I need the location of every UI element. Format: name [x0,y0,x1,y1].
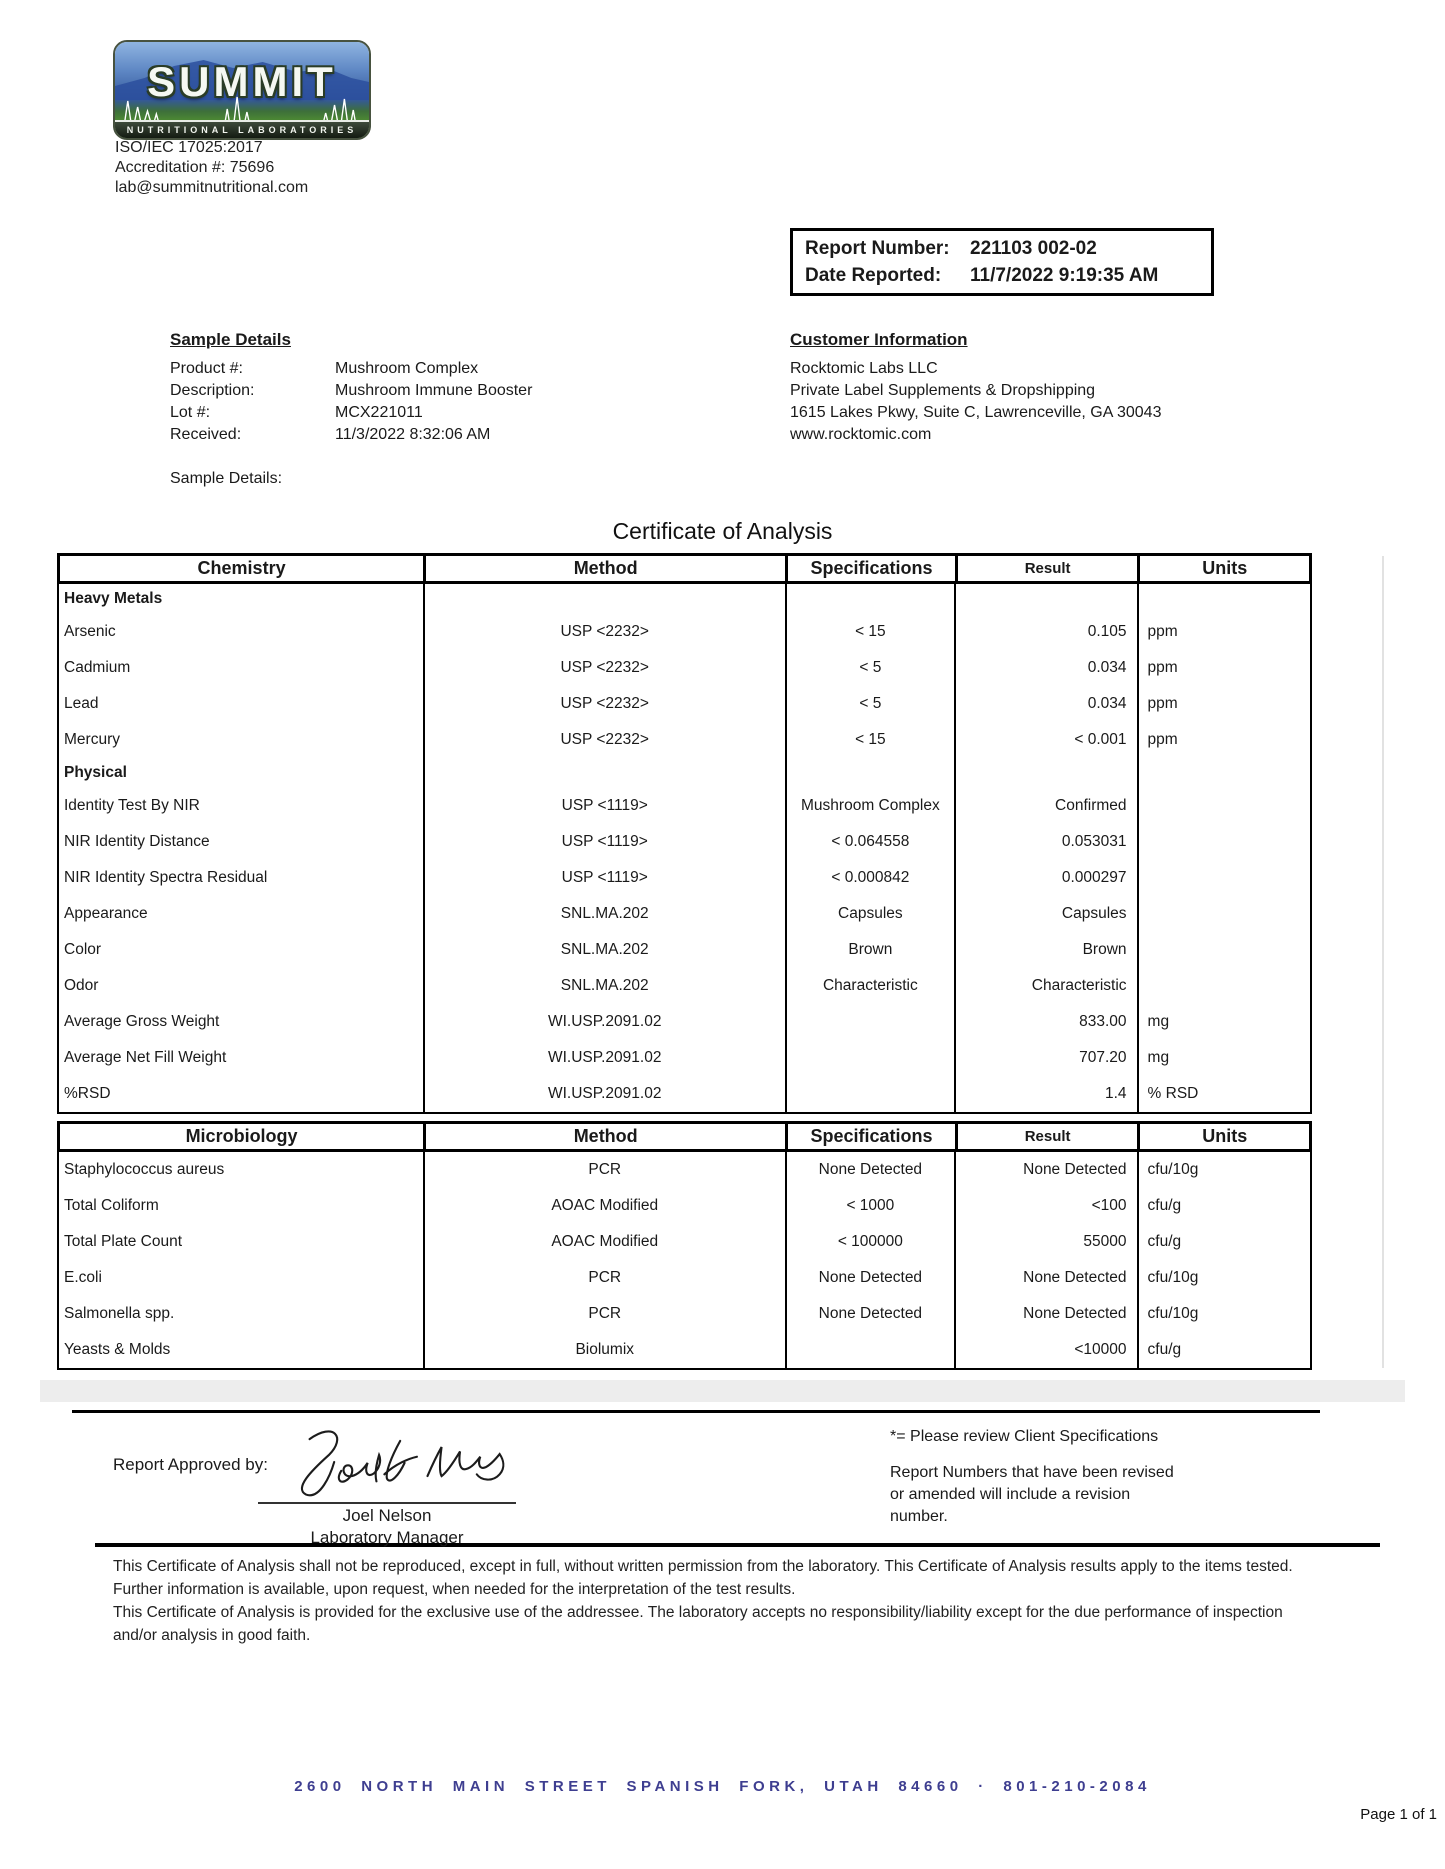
lab-info-block [115,138,308,198]
field-description [170,380,532,402]
table-row [59,1332,1310,1368]
units-cell [1139,758,1310,788]
analyte-cell: Mercury [59,722,425,758]
result-cell: Confirmed [956,788,1138,824]
sample-details-fields [170,358,532,446]
analyte-cell: Heavy Metals [59,584,425,614]
signature-underline [258,1502,516,1504]
spec-cell: < 100000 [787,1224,956,1260]
analyte-cell: Lead [59,686,425,722]
chemistry-column-header: Chemistry [60,556,426,581]
sample-details-extra-label: Sample Details: [170,470,283,487]
analyte-cell: Average Net Fill Weight [59,1040,425,1076]
units-cell: cfu/g [1147,1197,1182,1214]
spec-cell: None Detected [787,1260,956,1296]
spec-cell: Mushroom Complex [787,788,956,824]
units-cell: cfu/10g [1147,1161,1199,1178]
spec-cell: < 15 [787,614,956,650]
method-column-header: Method [426,556,788,581]
page-title: Certificate of Analysis [612,518,833,544]
spec-cell [787,1332,956,1368]
analyte-cell: Average Gross Weight [59,1004,425,1040]
table-row [59,1152,1310,1188]
report-number-label: Report Number: [805,238,950,259]
units-cell: ppm [1147,731,1178,748]
analyte-cell: Cadmium [59,650,425,686]
spec-cell: None Detected [787,1152,956,1188]
field-received [170,424,532,446]
microbiology-table-body [57,1152,1312,1370]
result-cell: 0.000297 [956,860,1138,896]
units-cell [1139,788,1310,824]
result-cell: None Detected [956,1260,1138,1296]
signature [252,1418,522,1506]
revision-note: Report Numbers that have been revised or amended will include a revision number. [890,1464,1174,1525]
result-cell: Capsules [956,896,1138,932]
result-cell: 707.20 [956,1040,1138,1076]
report-number-box [790,228,1214,296]
table-row [59,1188,1310,1224]
date-reported-value: 11/7/2022 9:19:35 AM [970,265,1159,286]
customer-name: Rocktomic Labs LLC [790,360,938,377]
result-cell: 0.034 [956,650,1138,686]
analyte-cell: Odor [59,968,425,1004]
method-cell: PCR [425,1152,787,1188]
table-row [59,1224,1310,1260]
units-cell [1139,968,1310,1004]
units-cell: mg [1147,1013,1170,1030]
analyte-cell: %RSD [59,1076,425,1112]
analyte-cell: Total Plate Count [59,1224,425,1260]
result-cell: Brown [956,932,1138,968]
chemistry-table-header [57,553,1312,584]
method-cell: Biolumix [425,1332,787,1368]
method-cell: WI.USP.2091.02 [425,1076,787,1112]
units-cell: cfu/g [1147,1233,1182,1250]
spec-cell: < 5 [787,650,956,686]
description-label: Description: [170,382,255,399]
units-cell [1139,824,1310,860]
spec-cell [787,758,956,788]
result-column-header: Result [958,1124,1141,1149]
spec-cell: None Detected [787,1296,956,1332]
units-cell: cfu/10g [1147,1305,1199,1322]
analyte-cell: E.coli [59,1260,425,1296]
received-label: Received: [170,426,242,443]
table-row [59,1040,1310,1076]
customer-tagline: Private Label Supplements & Dropshipping [790,382,1096,399]
spec-cell: < 1000 [787,1188,956,1224]
units-cell [1139,896,1310,932]
disclaimer-block [113,1555,1308,1647]
disclaimer-paragraph-2: This Certificate of Analysis is provided for the exclusive use of the addressee. The laboratory accepts no responsibility/liability except for the due performance of inspection and/or analysis in good faith. [113,1604,1283,1644]
table-row [59,1004,1310,1040]
spec-cell: < 0.000842 [787,860,956,896]
units-cell: ppm [1147,695,1178,712]
field-lot [170,402,532,424]
product-label: Product #: [170,360,243,377]
customer-website: www.rocktomic.com [790,426,932,443]
report-approved-by-label: Report Approved by: [113,1455,268,1474]
method-cell: USP <1119> [425,788,787,824]
table-row [59,896,1310,932]
table-section-row [59,584,1310,614]
table-row [59,860,1310,896]
analyte-cell: Yeasts & Molds [59,1332,425,1368]
result-cell: 0.034 [956,686,1138,722]
method-cell: USP <1119> [425,824,787,860]
report-number-value: 221103 002-02 [970,238,1097,259]
method-cell: AOAC Modified [425,1224,787,1260]
date-reported-label: Date Reported: [805,265,942,286]
scan-artifact-line [1382,556,1384,1368]
summit-logo [113,40,371,140]
lot-value: MCX221011 [335,404,423,421]
table-row [59,1296,1310,1332]
table-row [59,614,1310,650]
microbiology-column-header: Microbiology [60,1124,426,1149]
spec-cell: < 5 [787,686,956,722]
chemistry-table-body [57,584,1312,1114]
method-cell: WI.USP.2091.02 [425,1004,787,1040]
method-cell: USP <2232> [425,650,787,686]
microbiology-table-header [57,1121,1312,1152]
units-cell [1139,932,1310,968]
spec-cell: Characteristic [787,968,956,1004]
client-specifications-note: *= Please review Client Specifications [890,1428,1159,1445]
customer-address: 1615 Lakes Pkwy, Suite C, Lawrenceville, GA 30043 [790,404,1162,421]
method-cell: USP <2232> [425,686,787,722]
specifications-column-header: Specifications [788,1124,958,1149]
units-column-header: Units [1202,1126,1248,1146]
table-row [59,1076,1310,1112]
analyte-cell: Appearance [59,896,425,932]
units-cell: mg [1147,1049,1170,1066]
result-cell: 55000 [956,1224,1138,1260]
logo-brand-text: SUMMIT [147,58,337,105]
customer-information-section [790,330,1161,446]
chromatogram-peaks-icon [115,95,369,121]
table-row [59,722,1310,758]
spec-cell [787,584,956,614]
lab-address-footer: 2600 NORTH MAIN STREET SPANISH FORK, UTAH 84660 · 801-210-2084 [294,1778,1151,1795]
method-cell [425,758,787,788]
customer-information-title: Customer Information [790,330,968,349]
units-cell [1139,584,1310,614]
method-cell: WI.USP.2091.02 [425,1040,787,1076]
lab-email: lab@summitnutritional.com [115,179,309,196]
signatory-name: Joel Nelson [342,1506,432,1525]
table-row [59,686,1310,722]
method-cell: SNL.MA.202 [425,932,787,968]
units-cell: % RSD [1147,1085,1199,1102]
result-cell [956,584,1138,614]
method-cell: PCR [425,1260,787,1296]
iso-accreditation-text: ISO/IEC 17025:2017 [115,139,263,156]
result-cell: <10000 [956,1332,1138,1368]
analyte-cell: NIR Identity Distance [59,824,425,860]
disclaimer-paragraph-1: This Certificate of Analysis shall not be reproduced, except in full, without written permission from the laboratory. This Certificate of Analysis results apply to the items tested. Further information is available, upon request, when needed for the interpretation of the test results. [113,1558,1293,1598]
method-cell: AOAC Modified [425,1188,787,1224]
result-cell: Characteristic [956,968,1138,1004]
table-row [59,932,1310,968]
method-column-header: Method [426,1124,788,1149]
logo-tagline: NUTRITIONAL LABORATORIES [115,120,369,138]
date-reported-row [805,262,1199,289]
result-cell: 0.105 [956,614,1138,650]
table-row [59,788,1310,824]
accreditation-number: Accreditation #: 75696 [115,159,275,176]
result-cell: None Detected [956,1296,1138,1332]
page-number: Page 1 of 1 [1360,1806,1437,1823]
analyte-cell: Arsenic [59,614,425,650]
result-cell: 0.053031 [956,824,1138,860]
spec-cell: < 0.064558 [787,824,956,860]
analyte-cell: Total Coliform [59,1188,425,1224]
method-cell: USP <1119> [425,860,787,896]
spec-cell [787,1004,956,1040]
spec-cell [787,1076,956,1112]
analyte-cell: Color [59,932,425,968]
result-cell: 833.00 [956,1004,1138,1040]
units-cell: cfu/g [1147,1341,1182,1358]
scan-gray-band [40,1380,1405,1402]
spec-cell: < 15 [787,722,956,758]
units-cell: ppm [1147,623,1178,640]
report-number-row [805,235,1199,262]
analyte-cell: Identity Test By NIR [59,788,425,824]
units-cell: cfu/10g [1147,1269,1199,1286]
method-cell [425,584,787,614]
table-row [59,968,1310,1004]
method-cell: USP <2232> [425,722,787,758]
received-value: 11/3/2022 8:32:06 AM [335,426,491,443]
signatory-title: Laboratory Manager [310,1528,464,1547]
units-cell [1139,860,1310,896]
field-product [170,358,532,380]
table-row [59,1260,1310,1296]
table-row [59,824,1310,860]
spec-cell: Capsules [787,896,956,932]
method-cell: USP <2232> [425,614,787,650]
result-cell: <100 [956,1188,1138,1224]
analyte-cell: NIR Identity Spectra Residual [59,860,425,896]
lot-label: Lot #: [170,404,211,421]
sample-details-section [170,330,532,446]
method-cell: SNL.MA.202 [425,968,787,1004]
result-cell: 1.4 [956,1076,1138,1112]
table-row [59,650,1310,686]
analyte-cell: Salmonella spp. [59,1296,425,1332]
units-cell: ppm [1147,659,1178,676]
method-cell: PCR [425,1296,787,1332]
divider-rule-top [72,1410,1320,1413]
result-cell [956,758,1138,788]
product-value: Mushroom Complex [335,360,479,377]
specifications-column-header: Specifications [788,556,958,581]
description-value: Mushroom Immune Booster [335,382,533,399]
analyte-cell: Staphylococcus aureus [59,1152,425,1188]
spec-cell [787,1040,956,1076]
units-column-header: Units [1202,558,1248,578]
result-column-header: Result [958,556,1141,581]
method-cell: SNL.MA.202 [425,896,787,932]
spec-cell: Brown [787,932,956,968]
sample-details-title: Sample Details [170,330,291,349]
analyte-cell: Physical [59,758,425,788]
table-section-row [59,758,1310,788]
result-cell: None Detected [956,1152,1138,1188]
result-cell: < 0.001 [956,722,1138,758]
